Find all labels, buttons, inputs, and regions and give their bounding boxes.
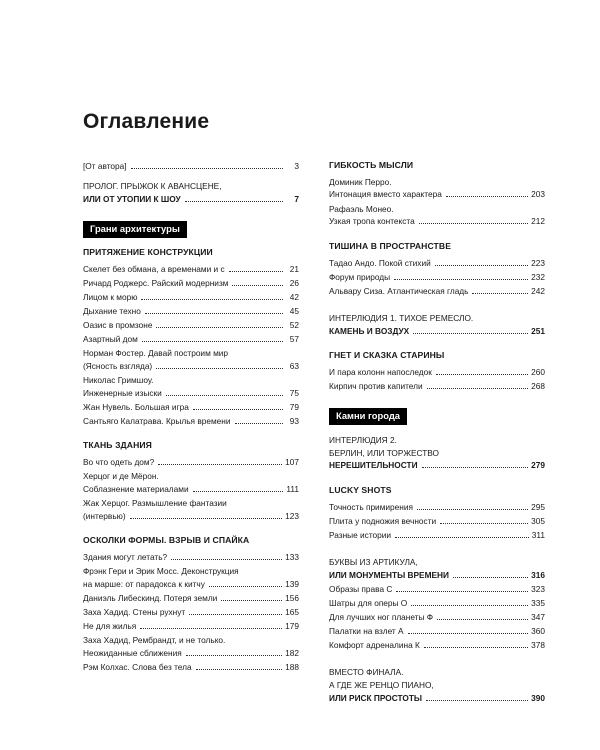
toc-entry[interactable] <box>83 634 299 659</box>
dot-leader <box>142 341 283 342</box>
toc-entry[interactable] <box>329 257 545 270</box>
entry-text: Фрэнк Гери и Эрик Мосс. Деконструкция <box>83 566 239 577</box>
dot-leader <box>437 619 528 620</box>
entry-text: Жак Херцог. Размышление фантазии <box>83 498 227 509</box>
entry-text: Жан Нувель. Большая игра <box>83 401 189 412</box>
entry-text: Образы права С <box>329 583 393 594</box>
entry-page: 156 <box>285 592 299 603</box>
section-box-city-stones: Камни города <box>329 408 407 425</box>
entry-text: Скелет без обмана, а временами и с <box>83 263 225 274</box>
entry-text: Здания могут летать? <box>83 552 168 563</box>
dot-leader <box>232 285 283 286</box>
entry-text: А ГДЕ ЖЕ РЕНЦО ПИАНО, <box>329 680 434 691</box>
toc-entry[interactable] <box>83 374 299 399</box>
entry-text: (интервью) <box>83 510 126 521</box>
toc-entry[interactable] <box>329 597 545 610</box>
toc-group <box>83 535 299 673</box>
toc-entry[interactable] <box>329 434 545 472</box>
dot-leader <box>221 600 282 601</box>
dot-leader <box>435 265 528 266</box>
toc-group <box>329 485 545 542</box>
dot-leader <box>171 559 282 560</box>
dot-leader <box>453 577 528 578</box>
dot-leader <box>189 614 282 615</box>
toc-entry[interactable] <box>329 556 545 581</box>
toc-entry[interactable] <box>329 366 545 379</box>
entry-page: 360 <box>531 626 545 637</box>
dot-leader <box>422 467 529 468</box>
toc-group <box>329 241 545 298</box>
entry-text: Плита у подножия вечности <box>329 515 437 526</box>
entry-text: Для лучших ног планеты Ф <box>329 612 434 623</box>
entry-page: 52 <box>289 319 299 330</box>
toc-entry[interactable] <box>329 203 545 228</box>
entry-page: 139 <box>285 578 299 589</box>
entry-page: 323 <box>531 583 545 594</box>
toc-entry[interactable] <box>329 583 545 596</box>
entry-text: Точность примирения <box>329 501 413 512</box>
entry-text: Сантьяго Калатрава. Крылья времени <box>83 415 231 426</box>
entry-text: ПРОЛОГ. ПРЫЖОК К АВАНСЦЕНЕ, <box>83 181 222 192</box>
group-heading: ТИШИНА В ПРОСТРАНСТВЕ <box>329 240 452 251</box>
dot-leader <box>426 700 528 701</box>
dot-leader <box>229 271 283 272</box>
toc-entry[interactable] <box>83 291 299 304</box>
toc-group <box>83 247 299 428</box>
entry-page: 251 <box>531 325 545 336</box>
entry-text: КАМЕНЬ И ВОЗДУХ <box>329 325 410 336</box>
toc-entry[interactable] <box>329 515 545 528</box>
entry-text: на марше: от парадокса к китчу <box>83 578 205 589</box>
entry-text: Даниэль Либескинд. Потеря земли <box>83 592 218 603</box>
entry-text: Тадао Андо. Покой стихий <box>329 257 431 268</box>
entry-text: Лицом к морю <box>83 291 138 302</box>
entry-text: ИЛИ РИСК ПРОСТОТЫ <box>329 692 423 703</box>
group-heading: LUCKY SHOTS <box>329 484 392 495</box>
entry-text: ВМЕСТО ФИНАЛА. <box>329 667 404 678</box>
entry-text: Рафаэль Монео. <box>329 203 394 214</box>
dot-leader <box>145 313 283 314</box>
entry-page: 268 <box>531 381 545 392</box>
entry-page: 188 <box>285 661 299 672</box>
entry-text: Форум природы <box>329 271 391 282</box>
entry-text: Узкая тропа контекста <box>329 216 415 227</box>
entry-text: Соблазнение материалами <box>83 483 189 494</box>
entry-page: 21 <box>289 263 299 274</box>
entry-page: 26 <box>289 277 299 288</box>
group-heading: ОСКОЛКИ ФОРМЫ. ВЗРЫВ И СПАЙКА <box>83 535 250 546</box>
toc-entry[interactable] <box>329 271 545 284</box>
dot-leader <box>166 395 283 396</box>
dot-leader <box>235 423 284 424</box>
dot-leader <box>140 628 282 629</box>
dot-leader <box>196 669 283 670</box>
toc-entry[interactable] <box>329 639 545 652</box>
toc-entry[interactable] <box>83 470 299 495</box>
dot-leader <box>411 605 528 606</box>
group-heading: ТКАНЬ ЗДАНИЯ <box>83 440 152 451</box>
dot-leader <box>419 223 528 224</box>
toc-entry[interactable] <box>329 285 545 298</box>
entry-text: БУКВЫ ИЗ АРТИКУЛА, <box>329 557 418 568</box>
dot-leader <box>193 409 283 410</box>
entry-page: 311 <box>531 530 545 541</box>
entry-page: 3 <box>294 161 299 171</box>
dot-leader <box>472 293 528 294</box>
toc-entry[interactable] <box>83 180 299 205</box>
entry-page: 107 <box>285 457 299 468</box>
toc-group <box>329 434 545 472</box>
toc-entry[interactable] <box>83 497 299 522</box>
entry-text: Разные истории <box>329 530 392 541</box>
entry-text: Заха Хадид. Стены рухнут <box>83 607 186 618</box>
dot-leader <box>394 279 528 280</box>
entry-text: Альвару Сиза. Атлантическая гладь <box>329 285 469 296</box>
dot-leader <box>396 591 528 592</box>
entry-text: Неожиданные сближения <box>83 647 182 658</box>
entry-page: 63 <box>289 360 299 371</box>
toc-entry[interactable] <box>83 263 299 276</box>
dot-leader <box>408 633 529 634</box>
entry-text: Палатки на взлет А <box>329 626 404 637</box>
entry-page: 182 <box>285 647 299 658</box>
entry-page: 295 <box>531 501 545 512</box>
group-heading: ГИБКОСТЬ МЫСЛИ <box>329 160 414 170</box>
dot-leader <box>158 464 282 465</box>
entry-text: Рэм Колхас. Слова без тела <box>83 661 192 672</box>
toc-entry[interactable] <box>83 333 299 346</box>
toc-entry[interactable] <box>83 565 299 590</box>
toc-group <box>329 543 545 652</box>
section-box-architecture: Грани архитектуры <box>83 221 187 238</box>
entry-page: 260 <box>531 367 545 378</box>
group-heading: ГНЕТ И СКАЗКА СТАРИНЫ <box>329 350 445 361</box>
toc-entry[interactable] <box>329 529 545 542</box>
entry-page: 133 <box>285 552 299 563</box>
entry-text: Не для жилья <box>83 621 137 632</box>
left-column <box>83 160 299 675</box>
entry-page: 165 <box>285 607 299 618</box>
entry-text: Азартный дом <box>83 334 138 345</box>
entry-text: ИНТЕРЛЮДИЯ 1. ТИХОЕ РЕМЕСЛО. <box>329 312 474 323</box>
entry-page: 390 <box>531 692 545 703</box>
dot-leader <box>130 518 283 519</box>
entry-text: Кирпич против капители <box>329 381 423 392</box>
entry-text: Ричард Роджерс. Райский модернизм <box>83 277 229 288</box>
entry-text: Доминик Перро. <box>329 176 392 187</box>
entry-text: Норман Фостер. Давай построим мир <box>83 348 229 359</box>
entry-text: ИНТЕРЛЮДИЯ 2. <box>329 435 397 446</box>
dot-leader <box>395 537 529 538</box>
entry-page: 75 <box>289 387 299 398</box>
dot-leader <box>186 655 282 656</box>
entry-page: 347 <box>531 612 545 623</box>
dot-leader <box>436 374 528 375</box>
entry-page: 378 <box>531 640 545 651</box>
entry-text: Заха Хадид, Рембрандт, и не только. <box>83 635 226 646</box>
entry-text: НЕРЕШИТЕЛЬНОСТИ <box>329 460 418 471</box>
entry-text: Инженерные изыски <box>83 387 162 398</box>
dot-leader <box>131 168 283 169</box>
toc-group <box>329 653 545 704</box>
entry-text: Оазис в промзоне <box>83 319 153 330</box>
right-column <box>329 160 545 706</box>
toc-columns <box>83 160 545 706</box>
dot-leader <box>427 388 529 389</box>
entry-page: 111 <box>286 483 299 494</box>
entry-text: Интонация вместо характера <box>329 189 442 200</box>
toc-entry[interactable] <box>83 319 299 332</box>
entry-page: 79 <box>289 401 299 412</box>
dot-leader <box>446 196 528 197</box>
toc-entry[interactable] <box>83 661 299 674</box>
entry-text: [От автора] <box>83 161 127 171</box>
dot-leader <box>209 586 282 587</box>
toc-group <box>329 160 545 228</box>
toc-entry[interactable] <box>329 312 545 337</box>
entry-page: 7 <box>294 193 299 204</box>
toc-entry[interactable] <box>329 666 545 704</box>
toc-entry[interactable] <box>329 625 545 638</box>
entry-page: 305 <box>531 515 545 526</box>
dot-leader <box>156 368 283 369</box>
entry-text: Во что одеть дом? <box>83 457 155 468</box>
entry-text: Дыхание техно <box>83 305 141 316</box>
toc-entry[interactable] <box>83 456 299 469</box>
dot-leader <box>417 509 528 510</box>
entry-page: 223 <box>531 257 545 268</box>
entry-page: 279 <box>531 460 545 471</box>
group-heading: ПРИТЯЖЕНИЕ КОНСТРУКЦИИ <box>83 246 213 257</box>
dot-leader <box>440 523 528 524</box>
entry-text: Комфорт адреналина К <box>329 640 420 651</box>
toc-entry[interactable] <box>83 160 299 173</box>
dot-leader <box>193 491 283 492</box>
entry-page: 232 <box>531 271 545 282</box>
entry-page: 93 <box>289 415 299 426</box>
entry-page: 123 <box>285 510 299 521</box>
dot-leader <box>424 647 528 648</box>
entry-page: 212 <box>531 216 545 227</box>
toc-group <box>83 440 299 522</box>
toc-group <box>329 350 545 393</box>
dot-leader <box>141 299 283 300</box>
toc-entry[interactable] <box>83 592 299 605</box>
entry-page: 57 <box>289 334 299 345</box>
toc-entry[interactable] <box>83 277 299 290</box>
entry-text: ИЛИ МОНУМЕНТЫ ВРЕМЕНИ <box>329 569 449 580</box>
dot-leader <box>413 333 528 334</box>
toc-entry[interactable] <box>83 620 299 633</box>
entry-page: 316 <box>531 569 545 580</box>
dot-leader <box>156 327 283 328</box>
toc-entry[interactable] <box>83 347 299 372</box>
entry-text: БЕРЛИН, ИЛИ ТОРЖЕСТВО <box>329 447 440 458</box>
entry-text: Шатры для оперы О <box>329 597 408 608</box>
toc-entry[interactable] <box>83 551 299 564</box>
dot-leader <box>185 201 283 202</box>
entry-text: Херцог и де Мёрон. <box>83 471 159 482</box>
entry-page: 242 <box>531 285 545 296</box>
toc-entry[interactable] <box>329 611 545 624</box>
entry-page: 45 <box>289 305 299 316</box>
toc-entry[interactable] <box>329 176 545 201</box>
toc-group <box>329 299 545 337</box>
toc-entry[interactable] <box>329 380 545 393</box>
entry-text: Николас Гримшоу. <box>83 374 154 385</box>
page-title: Оглавление <box>83 110 210 133</box>
entry-page: 179 <box>285 621 299 632</box>
toc-entry[interactable] <box>83 606 299 619</box>
toc-entry[interactable] <box>83 305 299 318</box>
entry-page: 42 <box>289 291 299 302</box>
toc-entry[interactable] <box>83 401 299 414</box>
toc-entry[interactable] <box>83 415 299 428</box>
entry-text: ИЛИ ОТ УТОПИИ К ШОУ <box>83 193 181 204</box>
entry-page: 335 <box>531 597 545 608</box>
entry-text: (Ясность взгляда) <box>83 360 153 371</box>
toc-entry[interactable] <box>329 501 545 514</box>
entry-text: И пара колонн напоследок <box>329 367 432 378</box>
entry-page: 203 <box>531 189 545 200</box>
